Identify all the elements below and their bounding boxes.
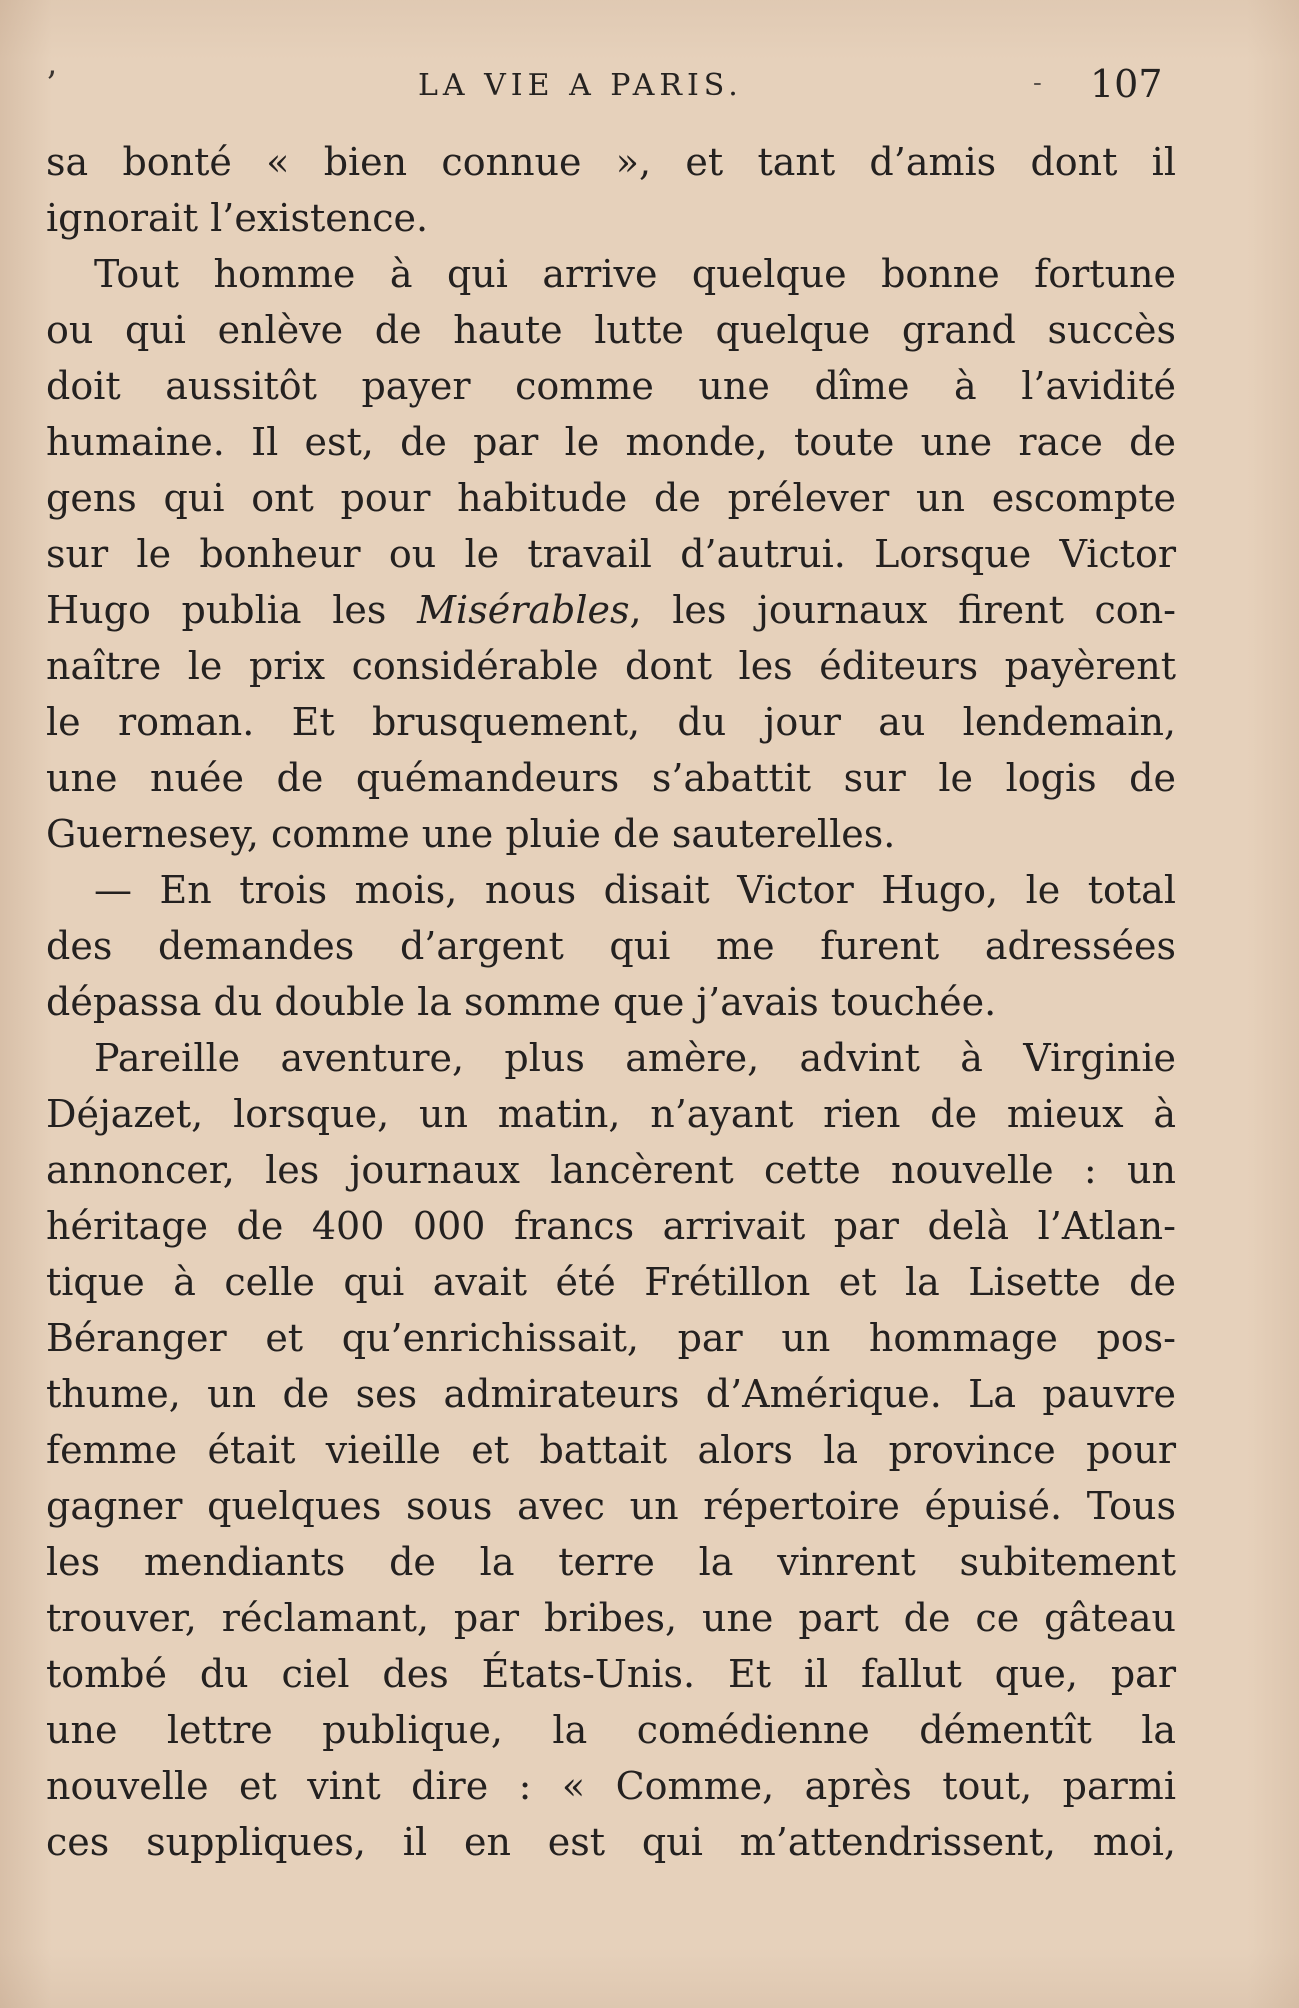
text-line: gens qui ont pour habitude de prélever un escompte	[46, 476, 1176, 520]
text-line: trouver, réclamant, par bribes, une part de ce gâteau	[46, 1596, 1176, 1640]
page-header	[0, 58, 1299, 108]
text-line: Tout homme à qui arrive quelque bonne fortune	[94, 252, 1176, 296]
text-line: — En trois mois, nous disait Victor Hugo, le total	[94, 868, 1176, 912]
text-line: gagner quelques sous avec un répertoire épuisé. Tous	[46, 1484, 1176, 1528]
text-line: ignorait l’existence.	[46, 196, 429, 240]
text-line: Déjazet, lorsque, un matin, n’ayant rien de mieux à	[46, 1092, 1176, 1136]
body-text	[46, 134, 1176, 1870]
text-line: Guernesey, comme une pluie de sauterelles.	[46, 812, 896, 856]
text-line: Pareille aventure, plus amère, advint à Virginie	[94, 1036, 1176, 1080]
text-line: annoncer, les journaux lancèrent cette nouvelle : un	[46, 1148, 1176, 1192]
margin-mark: ’	[46, 64, 57, 104]
page-number: 107	[1090, 62, 1163, 106]
text-line: une lettre publique, la comédienne démentît la	[46, 1708, 1176, 1752]
text-line: naître le prix considérable dont les éditeurs payèrent	[46, 644, 1176, 688]
text-line	[46, 582, 1176, 638]
text-line: thume, un de ses admirateurs d’Amérique. La pauvre	[46, 1372, 1176, 1416]
text-line: héritage de 400 000 francs arrivait par delà l’Atlan-	[46, 1204, 1176, 1248]
text-line: des demandes d’argent qui me furent adressées	[46, 924, 1176, 968]
text-line: Béranger et qu’enrichissait, par un hommage pos-	[46, 1316, 1176, 1360]
header-dash: -	[1033, 68, 1042, 98]
text-line: humaine. Il est, de par le monde, toute une race de	[46, 420, 1176, 464]
text-line: dépassa du double la somme que j’avais touchée.	[46, 980, 997, 1024]
text-segment: Hugo publia les	[46, 588, 418, 632]
text-line: nouvelle et vint dire : « Comme, après tout, parmi	[46, 1764, 1176, 1808]
text-line: les mendiants de la terre la vinrent subitement	[46, 1540, 1176, 1584]
italic-title: Misérables	[417, 588, 630, 632]
text-line: tombé du ciel des États-Unis. Et il fallut que, par	[46, 1652, 1176, 1696]
text-line: sa bonté « bien connue », et tant d’amis dont il	[46, 140, 1176, 184]
text-segment: , les journaux firent con-	[629, 588, 1177, 632]
text-line: le roman. Et brusquement, du jour au lendemain,	[46, 700, 1176, 744]
text-line: sur le bonheur ou le travail d’autrui. Lorsque Victor	[46, 532, 1176, 576]
text-line: tique à celle qui avait été Frétillon et la Lisette de	[46, 1260, 1176, 1304]
text-line: doit aussitôt payer comme une dîme à l’avidité	[46, 364, 1176, 408]
text-line: ou qui enlève de haute lutte quelque grand succès	[46, 308, 1176, 352]
text-line: une nuée de quémandeurs s’abattit sur le logis de	[46, 756, 1176, 800]
text-line: ces suppliques, il en est qui m’attendrissent, moi,	[46, 1820, 1176, 1864]
running-title: LA VIE A PARIS.	[418, 68, 743, 103]
text-line: femme était vieille et battait alors la province pour	[46, 1428, 1176, 1472]
